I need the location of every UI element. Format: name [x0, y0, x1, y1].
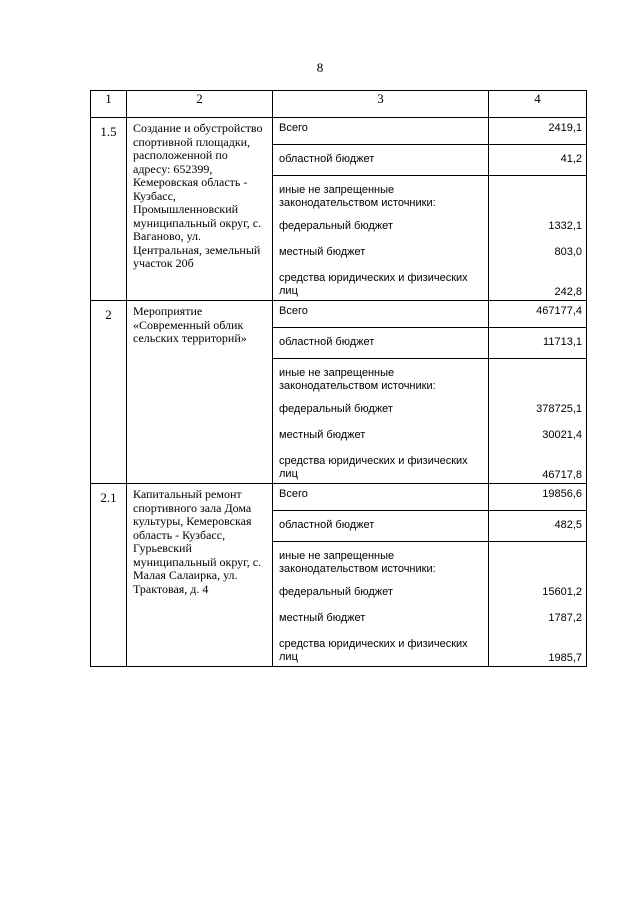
section-description: Создание и обустройство спортивной площадки, расположенной по адресу: 652399, Кемеровская область - Кузбасс, Промышленновский муниципальный округ, с. Ваганово, ул. Центральная, земельный участок 20б: [127, 118, 273, 301]
source-local-label: местный бюджет: [273, 604, 489, 630]
table-header-row: [91, 91, 587, 118]
section-1-5: [91, 118, 587, 301]
section-description: Капитальный ремонт спортивного зала Дома культуры, Кемеровская область - Кузбасс, Гурьевский муниципальный округ, с. Малая Салаирка, ул. Трактовая, д. 4: [127, 484, 273, 667]
column-header-4: 4: [489, 91, 587, 118]
section-2-1: [91, 484, 587, 667]
source-entities-label: средства юридических и физических лиц: [273, 447, 489, 484]
source-total-label: Всего: [273, 118, 489, 145]
source-total-label: Всего: [273, 301, 489, 328]
source-other-value: [489, 359, 587, 396]
section-number: 2.1: [91, 484, 127, 667]
source-federal-label: федеральный бюджет: [273, 395, 489, 421]
column-header-3: 3: [273, 91, 489, 118]
source-federal-value: 15601,2: [489, 578, 587, 604]
section-number: 1.5: [91, 118, 127, 301]
source-local-value: 1787,2: [489, 604, 587, 630]
source-total-value: 2419,1: [489, 118, 587, 145]
table-row: [91, 484, 587, 511]
column-header-1: 1: [91, 91, 127, 118]
source-federal-value: 1332,1: [489, 212, 587, 238]
source-regional-value: 11713,1: [489, 328, 587, 359]
budget-table: [90, 90, 587, 667]
table-row: [91, 301, 587, 328]
section-2: [91, 301, 587, 484]
source-regional-value: 482,5: [489, 511, 587, 542]
section-number: 2: [91, 301, 127, 484]
source-entities-label: средства юридических и физических лиц: [273, 264, 489, 301]
source-entities-label: средства юридических и физических лиц: [273, 630, 489, 667]
section-description: Мероприятие «Современный облик сельских территорий»: [127, 301, 273, 484]
source-other-value: [489, 176, 587, 213]
source-local-label: местный бюджет: [273, 238, 489, 264]
source-local-value: 30021,4: [489, 421, 587, 447]
source-regional-label: областной бюджет: [273, 328, 489, 359]
source-federal-label: федеральный бюджет: [273, 578, 489, 604]
source-federal-label: федеральный бюджет: [273, 212, 489, 238]
source-other-label: иные не запрещенные законодательством источники:: [273, 542, 489, 579]
source-local-value: 803,0: [489, 238, 587, 264]
source-regional-label: областной бюджет: [273, 511, 489, 542]
source-other-label: иные не запрещенные законодательством источники:: [273, 176, 489, 213]
source-total-value: 467177,4: [489, 301, 587, 328]
source-local-label: местный бюджет: [273, 421, 489, 447]
source-total-label: Всего: [273, 484, 489, 511]
source-regional-value: 41,2: [489, 145, 587, 176]
source-entities-value: 46717,8: [489, 447, 587, 484]
column-header-2: 2: [127, 91, 273, 118]
source-entities-value: 1985,7: [489, 630, 587, 667]
page-number: 8: [316, 60, 324, 75]
source-entities-value: 242,8: [489, 264, 587, 301]
source-other-value: [489, 542, 587, 579]
source-other-label: иные не запрещенные законодательством источники:: [273, 359, 489, 396]
table-row: [91, 118, 587, 145]
source-total-value: 19856,6: [489, 484, 587, 511]
source-federal-value: 378725,1: [489, 395, 587, 421]
source-regional-label: областной бюджет: [273, 145, 489, 176]
